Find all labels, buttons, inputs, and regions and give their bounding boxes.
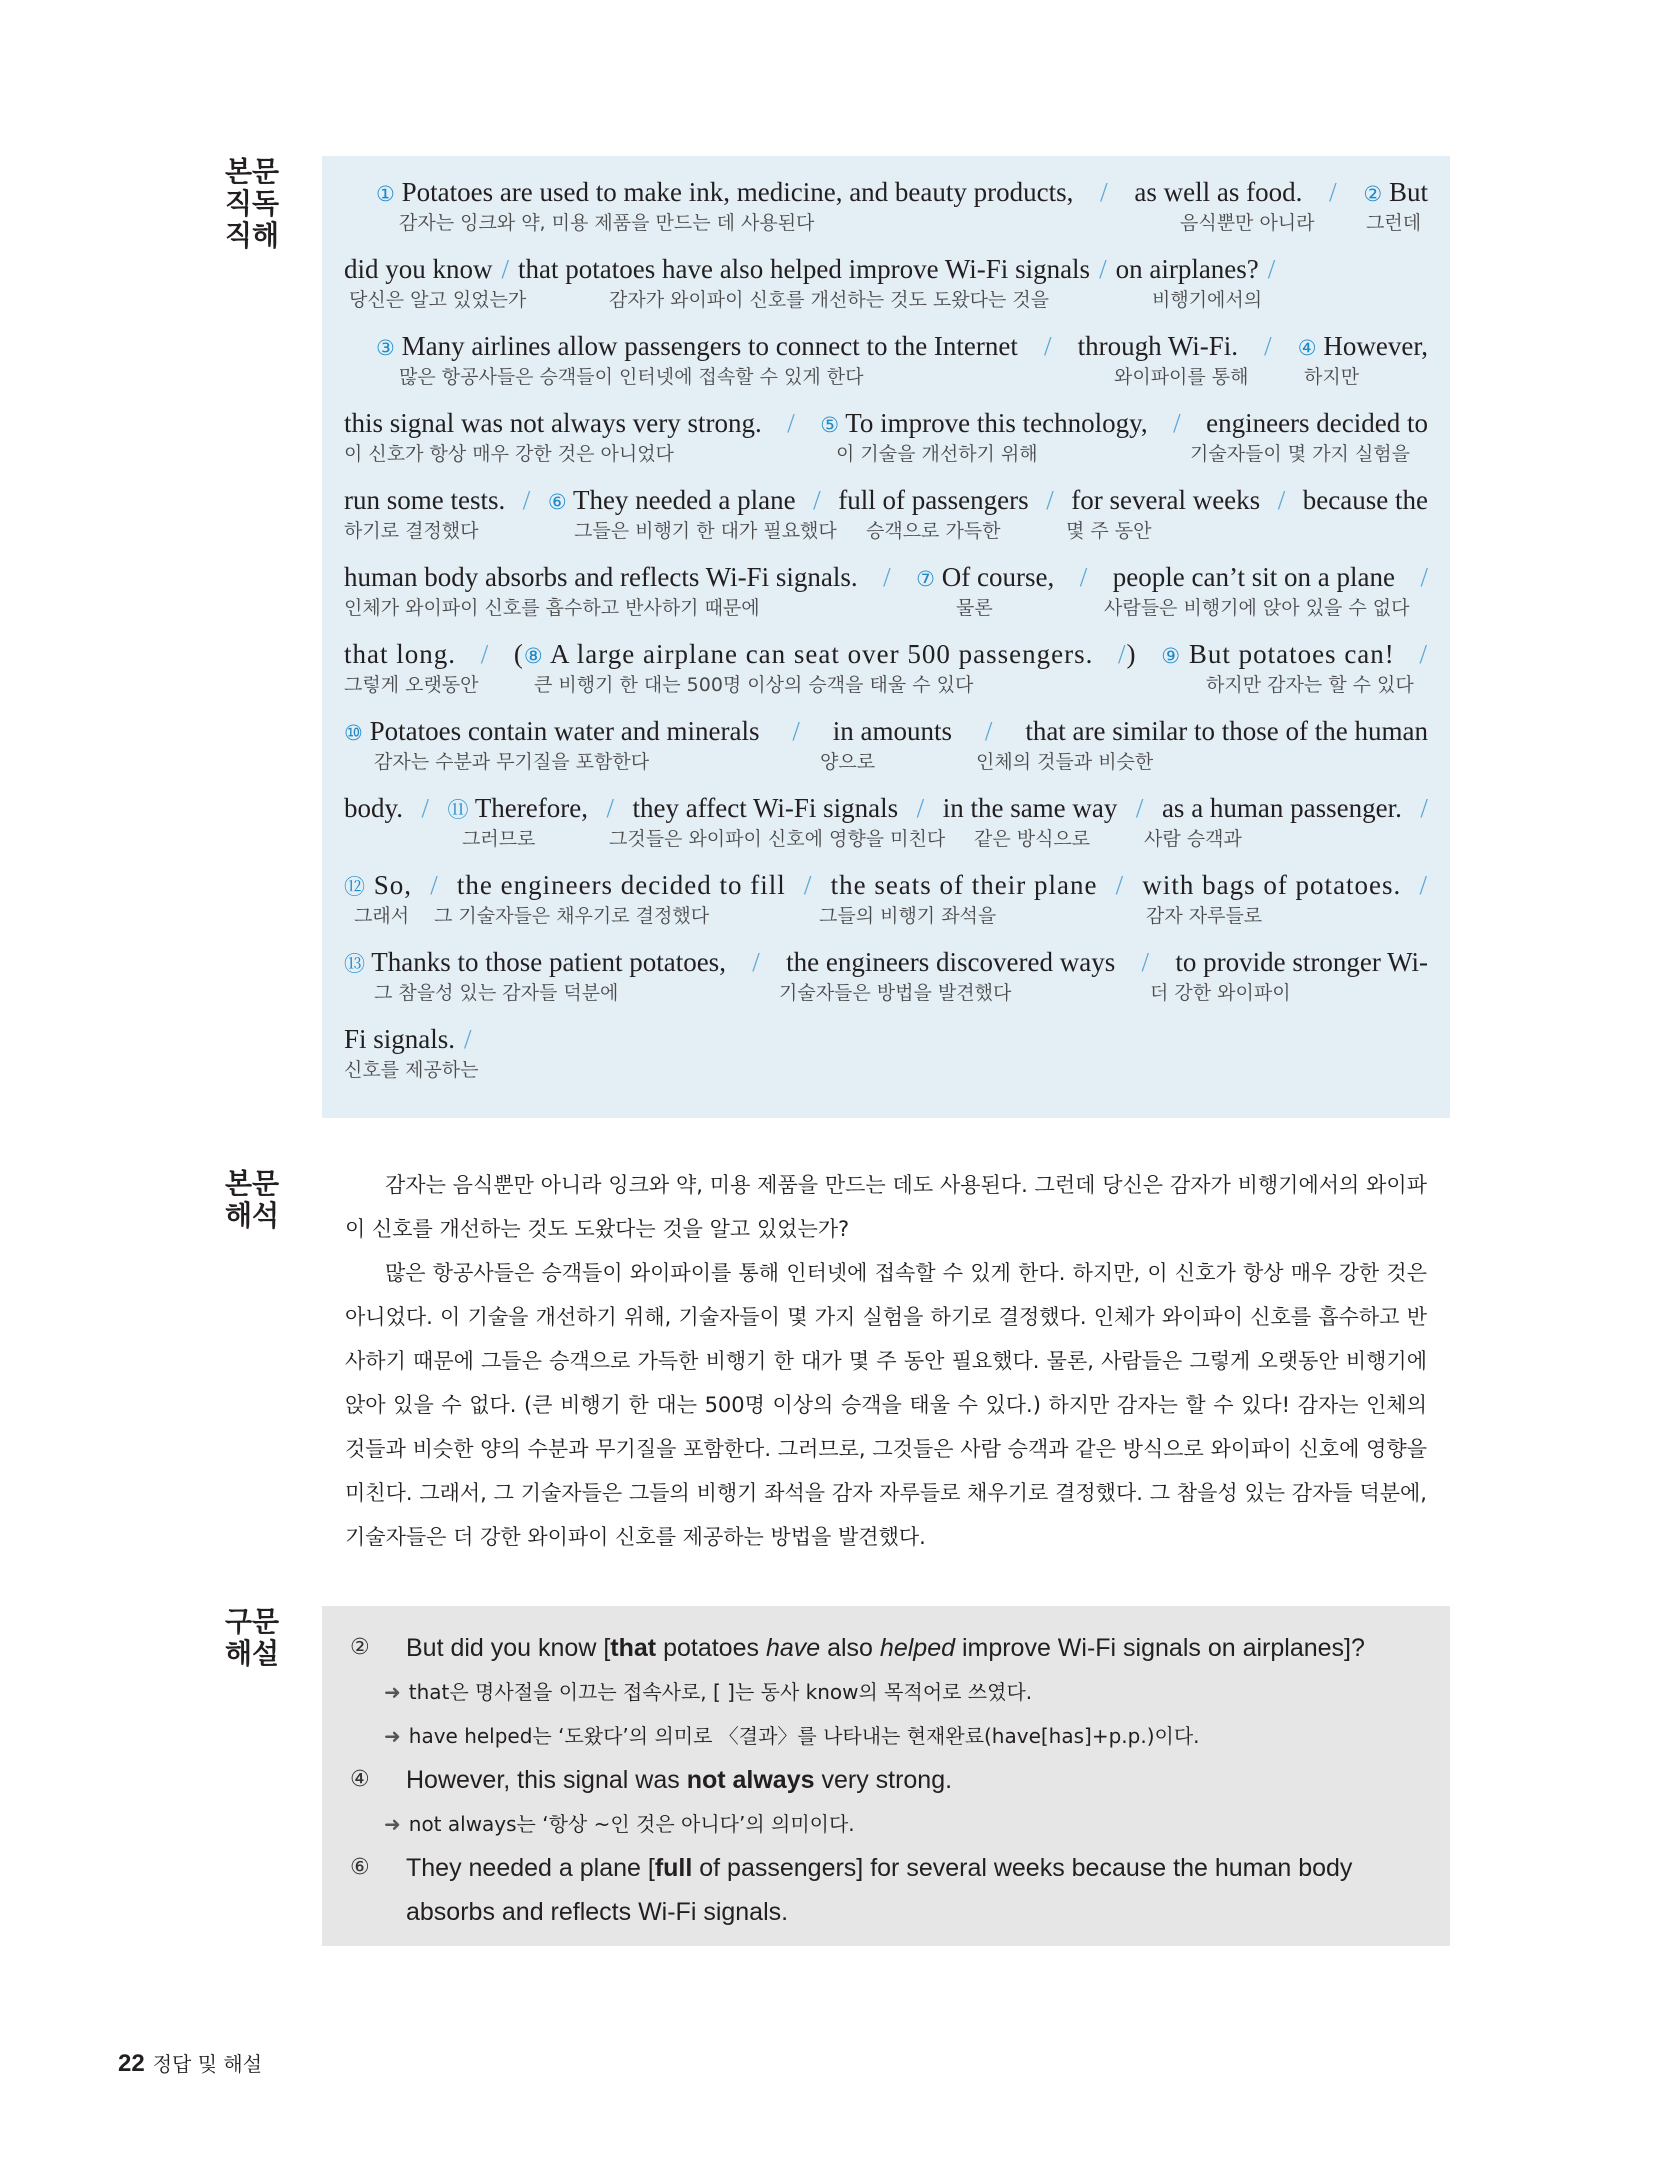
paren: ) [1126,639,1137,669]
grammar-sentence [406,1758,1406,1802]
slash: / [1267,254,1276,284]
korean-gloss: 당신은 알고 있었는가 [349,289,527,311]
sentence-number: ⑨ [1161,644,1182,668]
note-text: that은 명사절을 이끄는 접속사로, [ ]는 동사 know의 목적어로 쓰였다. [408,1680,1033,1704]
paren: ( [513,639,524,669]
chunk [1363,176,1428,210]
text-part: However, this signal was [406,1766,687,1794]
korean-gloss: 그들의 비행기 좌석을 [819,905,997,927]
arrow-icon: ➜ [384,1724,401,1748]
korean-gloss: 기술자들은 방법을 발견했다 [779,982,1012,1004]
korean-gloss: 사람들은 비행기에 앉아 있을 수 없다 [1104,597,1410,619]
slash: / [1419,639,1428,669]
chunk [916,561,1054,595]
page-number: 22 [118,2050,145,2077]
english-chunk: in amounts [832,716,953,746]
sentence-number: ⑧ [523,644,544,668]
slash: / [1079,562,1088,592]
slash: / [792,716,800,746]
english-chunk: But [1388,177,1428,207]
sentence-number: ⑫ [344,875,366,899]
korean-gloss: 신호를 제공하는 [344,1059,479,1081]
korean-gloss: 기술자들이 몇 가지 실험을 [1190,443,1411,465]
text-part: helped [879,1634,955,1662]
english-chunk: did you know [344,254,493,284]
english-line [344,715,1428,749]
note-text: not always는 ‘항상 ~인 것은 아니다’의 의미이다. [408,1812,855,1836]
text-part: not always [686,1766,815,1794]
english-chunk: people can’t sit on a plane [1112,562,1395,592]
page-footer [118,2048,262,2078]
english-chunk: the engineers discovered ways [786,947,1116,977]
slash: / [464,1024,472,1054]
sentence-number: ⑥ [350,1855,370,1880]
sentence-number: ② [350,1635,370,1660]
english-line [344,561,1428,595]
label-line: 해석 [225,1199,280,1232]
english-chunk: Potatoes contain water and minerals [369,716,760,746]
english-chunk: that long. [344,639,456,669]
english-chunk: in the same way [942,793,1118,823]
chunk [448,792,588,826]
reading-line-5 [344,464,1428,542]
chunk [1161,638,1395,672]
korean-gloss: 감자는 수분과 무기질을 포함한다 [374,751,650,773]
grammar-box [322,1606,1450,1946]
slash: / [1277,485,1286,515]
translation-text [345,1163,1427,1559]
korean-gloss: 하기로 결정했다 [344,520,479,542]
korean-gloss: 같은 방식으로 [974,828,1091,850]
english-chunk: Potatoes are used to make ink, medicine, and beauty products, [401,177,1074,207]
english-chunk: They needed a plane [572,485,796,515]
english-line [344,946,1428,980]
korean-gloss: 하지만 감자는 할 수 있다 [1206,674,1414,696]
english-chunk: Of course, [941,562,1055,592]
chunk [548,484,796,518]
korean-gloss: 이 신호가 항상 매우 강한 것은 아니었다 [344,443,674,465]
sentence-number: ⑪ [447,798,469,822]
slash: / [480,639,490,669]
slash: / [1100,177,1108,207]
korean-gloss: 인체의 것들과 비슷한 [976,751,1154,773]
slash: / [984,716,993,746]
text-part: absorbs and reflects Wi-Fi signals. [406,1898,789,1926]
text-part: of passengers] for several weeks because the human body [692,1854,1353,1882]
english-chunk: engineers decided to [1206,408,1428,438]
slash: / [522,485,531,515]
label-line: 해설 [225,1637,280,1670]
english-line [344,176,1428,210]
text-part: potatoes [656,1634,766,1662]
reading-line-10 [344,849,1428,927]
korean-gloss: 사람 승객과 [1144,828,1242,850]
label-line: 본문 [225,1167,280,1200]
slash: / [1173,408,1181,438]
chunk [514,638,1093,672]
section-label-grammar [225,1606,295,1670]
english-chunk: the seats of their plane [830,870,1098,900]
slash: / [1419,870,1428,900]
english-chunk: Many airlines allow passengers to connect to the Internet [401,331,1018,361]
korean-gloss: 감자는 잉크와 약, 미용 제품을 만드는 데 사용된다 [399,212,815,234]
section-label-translation [225,1168,295,1232]
reading-line-1 [344,156,1428,234]
arrow-icon: ➜ [384,1680,401,1704]
text-part: also [820,1634,880,1662]
korean-gloss: 그들은 비행기 한 대가 필요했다 [574,520,837,542]
slash: / [752,947,760,977]
chunk [820,407,1147,441]
section-label-direct [225,156,295,252]
grammar-note [384,1714,1384,1758]
label-line: 구문 [225,1605,280,1638]
english-chunk: the engineers decided to fill [456,870,786,900]
grammar-note [384,1802,1384,1846]
korean-gloss: 그것들은 와이파이 신호에 영향을 미친다 [609,828,946,850]
footer-title: 정답 및 해설 [152,2052,263,2076]
english-chunk: that potatoes have also helped improve Wi-Fi signals [518,254,1091,284]
slash: / [1420,793,1428,823]
english-chunk: But potatoes can! [1188,639,1395,669]
english-chunk: body. [344,793,403,823]
sentence-number: ③ [376,336,395,360]
reading-line-11 [344,926,1428,1004]
sentence-number: ① [376,182,395,206]
english-line [344,638,1428,672]
korean-gloss: 와이파이를 통해 [1114,366,1249,388]
text-part: But did you know [ [406,1634,611,1662]
korean-gloss: 그런데 [1366,212,1422,234]
slash: / [1141,947,1150,977]
english-line [344,484,1428,518]
label-line: 직해 [225,219,280,252]
english-chunk: for several weeks [1071,485,1261,515]
sentence-number: ⑦ [916,567,935,591]
reading-line-6 [344,541,1428,619]
sentence-number: ② [1363,182,1383,206]
grammar-sentence [406,1626,1406,1670]
text-part: They needed a plane [ [406,1854,655,1882]
reading-line-12 [344,1003,1428,1081]
reading-line-8 [344,695,1428,773]
korean-gloss: 그 기술자들은 채우기로 결정했다 [434,905,710,927]
chunk [1118,638,1137,670]
text-part: very strong. [814,1766,953,1794]
english-chunk: as a human passenger. [1161,793,1402,823]
reading-line-7 [344,618,1428,696]
korean-gloss: 감자가 와이파이 신호를 개선하는 것도 도왔다는 것을 [609,289,1050,311]
korean-gloss: 음식뿐만 아니라 [1180,212,1315,234]
english-line [344,1023,1428,1055]
korean-gloss: 더 강한 와이파이 [1150,982,1291,1004]
label-line: 본문 [225,155,280,188]
chunk [344,715,759,749]
english-chunk: So, [373,870,413,900]
grammar-note [384,1670,1384,1714]
translation-paragraph: 많은 항공사들은 승객들이 와이파이를 통해 인터넷에 접속할 수 있게 한다. 하지만, 이 신호가 항상 매우 강한 것은 아니었다. 이 기술을 개선하기 위해, 기술자들이 몇 가지 실험을 하기로 결정했다. 인체가 와이파이 신호를 흡수하고 반사하기 때문에 그들은 승객으로 가득한 비행기 한 대가 몇 주 동안 필요했다. 물론, 사람들은 그렇게 오랫동안 비행기에 앉아 있을 수 없다. (큰 비행기 한 대는 500명 이상의 승객을 태울 수 있다.) 하지만 감자는 할 수 있다! 감자는 인체의 것들과 비슷한 양의 수분과 무기질을 포함한다. 그러므로, 그것들은 사람 승객과 같은 방식으로 와이파이 신호에 영향을 미친다. 그래서, 그 기술자들은 그들의 비행기 좌석을 감자 자루들로 채우기로 결정했다. 그 참을성 있는 감자들 덕분에, 기술자들은 더 강한 와이파이 신호를 제공하는 방법을 발견했다. [345,1261,1427,1549]
english-chunk: they affect Wi-Fi signals [632,793,899,823]
english-chunk: A large airplane can seat over 500 passengers. [550,639,1094,669]
korean-gloss: 승객으로 가득한 [866,520,1001,542]
english-chunk: that are similar to those of the human [1025,716,1428,746]
label-line: 직독 [225,187,280,220]
text-part: improve Wi-Fi signals on airplanes]? [955,1634,1365,1662]
english-line [344,792,1428,826]
direct-reading-box [322,156,1450,1118]
slash: / [1044,331,1052,361]
reading-line-9 [344,772,1428,850]
slash: / [1420,562,1428,592]
chunk [344,869,412,903]
slash: / [501,254,510,284]
slash: / [787,408,795,438]
sentence-number: ⑬ [344,952,365,976]
korean-gloss: 그렇게 오랫동안 [344,674,479,696]
slash: / [606,793,615,823]
english-chunk: through Wi-Fi. [1077,331,1239,361]
slash: / [1115,870,1125,900]
korean-gloss: 그 참을성 있는 감자들 덕분에 [374,982,619,1004]
english-line [344,253,1428,285]
text-part: have [765,1634,821,1662]
english-chunk: However, [1323,331,1428,361]
korean-gloss: 몇 주 동안 [1066,520,1152,542]
korean-gloss: 그러므로 [462,828,536,850]
english-line [344,330,1428,364]
english-chunk: run some tests. [344,485,506,515]
korean-gloss: 하지만 [1304,366,1360,388]
korean-gloss: 물론 [956,597,993,619]
korean-gloss: 비행기에서의 [1152,289,1263,311]
korean-gloss: 양으로 [820,751,876,773]
korean-gloss: 인체가 와이파이 신호를 흡수하고 반사하기 때문에 [344,597,760,619]
text-part: full [654,1854,693,1882]
arrow-icon: ➜ [384,1812,401,1836]
sentence-number: ④ [350,1767,370,1792]
chunk [344,946,726,980]
english-chunk: Fi signals. [344,1024,456,1054]
korean-gloss: 감자 자루들로 [1146,905,1263,927]
korean-gloss: 그래서 [354,905,410,927]
english-chunk: To improve this technology, [845,408,1148,438]
sentence-number: ⑤ [820,413,840,437]
sentence-number: ④ [1297,336,1317,360]
english-line [344,407,1428,441]
korean-gloss: 큰 비행기 한 대는 500명 이상의 승객을 태울 수 있다 [534,674,974,696]
english-chunk: Thanks to those patient potatoes, [371,947,726,977]
reading-line-2 [344,233,1428,311]
slash: / [916,793,925,823]
english-chunk: because the [1302,485,1428,515]
reading-line-4 [344,387,1428,465]
sentence-number: ⑩ [344,721,363,745]
sentence-number: ⑥ [547,490,567,514]
chunk [1298,330,1428,364]
chunk [376,176,1073,210]
note-text: have helped는 ‘도왔다’의 의미로 〈결과〉를 나타내는 현재완료(have[has]+p.p.)이다. [408,1724,1200,1748]
slash: / [1118,639,1127,669]
english-chunk: to provide stronger Wi- [1175,947,1428,977]
slash: / [1099,254,1107,284]
slash: / [1046,485,1054,515]
english-chunk: this signal was not always very strong. [344,408,762,438]
translation-paragraph: 감자는 음식뿐만 아니라 잉크와 약, 미용 제품을 만드는 데도 사용된다. 그런데 당신은 감자가 비행기에서의 와이파이 신호를 개선하는 것도 도왔다는 것을 알고 있었는가? [345,1173,1427,1241]
text-part: that [610,1634,657,1662]
english-chunk: as well as food. [1134,177,1303,207]
korean-gloss: 이 기술을 개선하기 위해 [836,443,1038,465]
english-chunk: full of passengers [838,485,1029,515]
slash: / [803,870,813,900]
reading-line-3 [344,310,1428,388]
slash: / [421,793,430,823]
english-line [344,869,1428,903]
english-chunk: Therefore, [474,793,588,823]
english-chunk: human body absorbs and reflects Wi-Fi signals. [344,562,858,592]
slash: / [1135,793,1144,823]
english-chunk: on airplanes? [1115,254,1259,284]
korean-gloss: 많은 항공사들은 승객들이 인터넷에 접속할 수 있게 한다 [399,366,864,388]
grammar-sentence [406,1846,1406,1934]
slash: / [1264,331,1272,361]
slash: / [883,562,891,592]
chunk [376,330,1018,364]
slash: / [1329,177,1337,207]
english-chunk: with bags of potatoes. [1142,870,1402,900]
slash: / [813,485,821,515]
slash: / [430,870,439,900]
